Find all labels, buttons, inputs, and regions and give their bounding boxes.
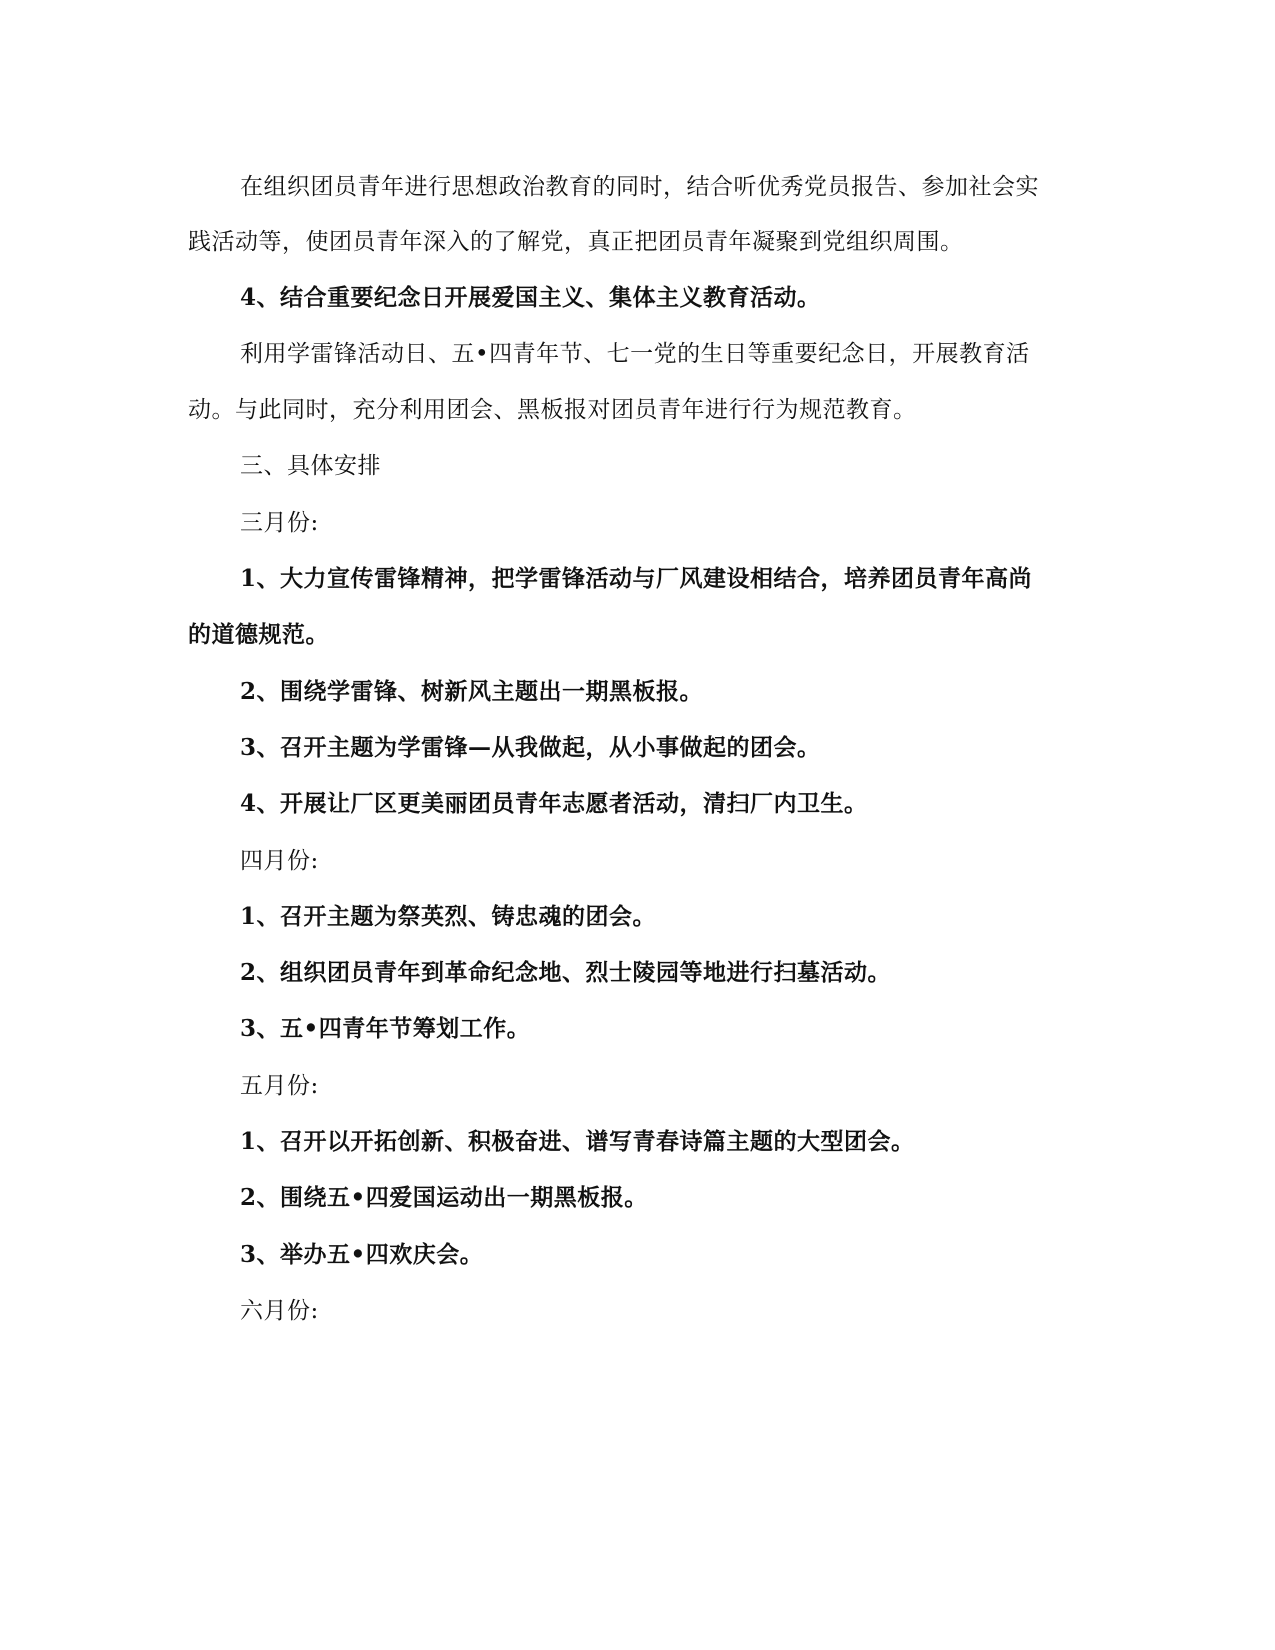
- list-item: 1、召开以开拓创新、积极奋进、谱写青春诗篇主题的大型团会。: [240, 1128, 915, 1155]
- list-item: 的道德规范。: [188, 621, 329, 648]
- section-heading: 三、具体安排: [240, 453, 381, 479]
- list-item: 3、举办五•四欢庆会。: [240, 1241, 484, 1268]
- paragraph-line: 动。与此同时，充分利用团会、黑板报对团员青年进行行为规范教育。: [188, 397, 917, 423]
- list-item: 4、开展让厂区更美丽团员青年志愿者活动，清扫厂内卫生。: [240, 790, 868, 817]
- list-item: 2、围绕五•四爱国运动出一期黑板报。: [240, 1184, 648, 1211]
- list-item: 1、大力宣传雷锋精神，把学雷锋活动与厂风建设相结合，培养团员青年高尚: [240, 565, 1033, 592]
- list-item: 2、组织团员青年到革命纪念地、烈士陵园等地进行扫墓活动。: [240, 959, 892, 986]
- month-heading: 六月份:: [240, 1298, 319, 1324]
- paragraph-line: 践活动等，使团员青年深入的了解党，真正把团员青年凝聚到党组织周围。: [188, 229, 964, 255]
- list-item: 2、围绕学雷锋、树新风主题出一期黑板报。: [240, 678, 704, 705]
- list-item: 1、召开主题为祭英烈、铸忠魂的团会。: [240, 903, 657, 930]
- section-heading: 4、结合重要纪念日开展爱国主义、集体主义教育活动。: [240, 284, 821, 311]
- paragraph-line: 利用学雷锋活动日、五•四青年节、七一党的生日等重要纪念日，开展教育活: [240, 341, 1030, 367]
- list-item: 3、五•四青年节筹划工作。: [240, 1015, 531, 1042]
- list-item: 3、召开主题为学雷锋—从我做起，从小事做起的团会。: [240, 734, 821, 761]
- month-heading: 五月份:: [240, 1073, 319, 1099]
- month-heading: 三月份:: [240, 510, 319, 536]
- paragraph-line: 在组织团员青年进行思想政治教育的同时，结合听优秀党员报告、参加社会实: [240, 174, 1039, 200]
- month-heading: 四月份:: [240, 848, 319, 874]
